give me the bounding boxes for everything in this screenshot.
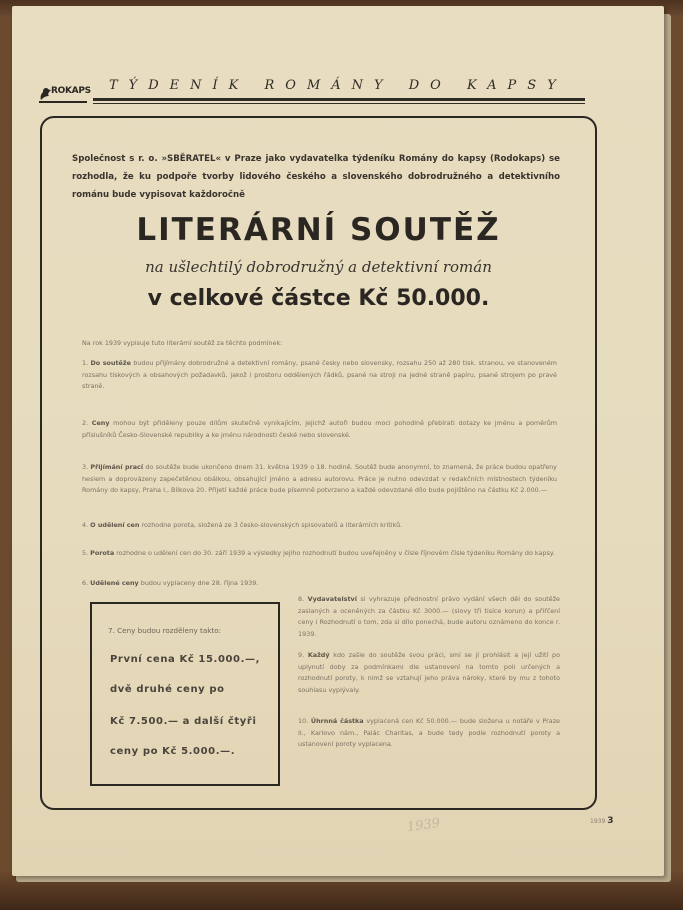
- prize-line: ceny po Kč 5.000.—.: [110, 746, 236, 757]
- prize-line: První cena Kč 15.000.—,: [110, 654, 261, 665]
- rules-intro: Na rok 1939 vypisuje tuto literární soutěž za těchto podmínek:: [82, 339, 283, 347]
- magazine-page: [12, 6, 664, 876]
- rule-item-right: 10. Úhrnná částka vyplacená cen Kč 50.000.— bude složena u notáře v Praze II., Karlovo nám., Palác Charitas, a bude tedy podle rozhodnutí poroty a ustanovení poroty vyplacena.: [298, 717, 560, 748]
- pencil-annotation: 1939: [406, 815, 441, 836]
- page-number: [590, 816, 614, 826]
- prize-box: [90, 602, 280, 786]
- headline: LITERÁRNÍ SOUTĚŽ: [136, 212, 501, 248]
- prize-line: dvě druhé ceny po: [110, 684, 225, 695]
- intro-paragraph: Společnost s r. o. »SBĚRATEL« v Praze jako vydavatelka týdeníku Romány do kapsy (Rodokaps) se rozhodla, že ku podpoře tvorby lidového českého a slovenského dobrodružného a detektivního románu bude vypisovat každoročně: [72, 154, 560, 200]
- prize-amount: v celkové částce Kč 50.000.: [147, 286, 490, 311]
- masthead-title: TÝDENÍK ROMÁNY DO KAPSY: [109, 78, 567, 93]
- prize-line: Kč 7.500.— a další čtyři: [110, 716, 257, 727]
- rule-item: 6. Udělené ceny budou vyplaceny dne 28. října 1939.: [82, 579, 259, 587]
- rule-item-right: 8. Vydavatelství si vyhrazuje přednostní právo vydání všech děl do soutěže zaslaných a oceněných za částku Kč 3000.— (slovy tři tisíce korun) a přiřčení ceny i Rozhodnutí o tom, zda si dílo ponechá, bude autoru oznámeno do konce r. 1939.: [298, 595, 560, 638]
- rule-item: 3. Přijímání prací do soutěže bude ukončeno dnem 31. května 1939 o 18. hodině. Soutěž bude anonymní, to znamená, že práce budou opatřeny heslem a doprovázeny zapečetěnou obálkou, obsahující jméno a adresu autorovu. Práce je nutno odevzdat v redakčních místnostech týdeníku Romány do kapsy, Praha I., Bílkova 20. Přijetí každé práce bude písemně potvrzeno a každé odevzdané dílo bude pojištěno na částku Kč 2.000.—: [82, 463, 557, 494]
- prize-box-title: 7. Ceny budou rozděleny takto:: [108, 626, 222, 635]
- logo-text: ROKAPS: [51, 86, 91, 96]
- masthead-rule: [93, 98, 585, 101]
- rule-item: 1. Do soutěže budou přijímány dobrodružné a detektivní romány, psané česky nebo slovensky, rozsahu 250 až 280 tisk. stranou, ve stanoveném rozsahu tiskových a obsahových požadavků, jakož i prostoru oddělených řádků, psané na stroji na jedné straně papíru, psané strojem po pravé straně.: [82, 359, 557, 390]
- masthead-rule-thin: [93, 103, 585, 104]
- page-number-value: 3: [607, 816, 614, 826]
- rule-item: 4. O udělení cen rozhodne porota, složená ze 3 česko-slovenských spisovatelů a literárních kritiků.: [82, 521, 403, 529]
- subline: na ušlechtilý dobrodružný a detektivní román: [145, 258, 492, 276]
- rule-item: 5. Porota rozhodne o udělení cen do 30. září 1939 a výsledky jejího rozhodnutí budou uveřejněny v čísle říjnovém čísle týdeníku Romány do kapsy.: [82, 549, 555, 557]
- masthead: [37, 68, 582, 112]
- page-number-prefix: 1939: [590, 818, 606, 825]
- rule-item: 2. Ceny mohou být přiděleny pouze dílům skutečně vynikajícím, jejichž autoři budou moci pohodlně přebírati dotazy ke jménu a poměrům příslušníků Česko-Slovenské republiky a ke jménu národnosti české nebo slovenské.: [82, 419, 557, 439]
- rule-item-right: 9. Každý kdo zašle do soutěže svou práci, smí se jí prohlásit a její užití po uplynutí doby za podmínkami dle ustanovení na tomto poli určených a rozhodnutí poroty, k nimž se vztahují jeho práva nároky, které by mu z tohoto souhlasu vyplývaly.: [298, 651, 560, 694]
- announcement-frame: [40, 116, 597, 810]
